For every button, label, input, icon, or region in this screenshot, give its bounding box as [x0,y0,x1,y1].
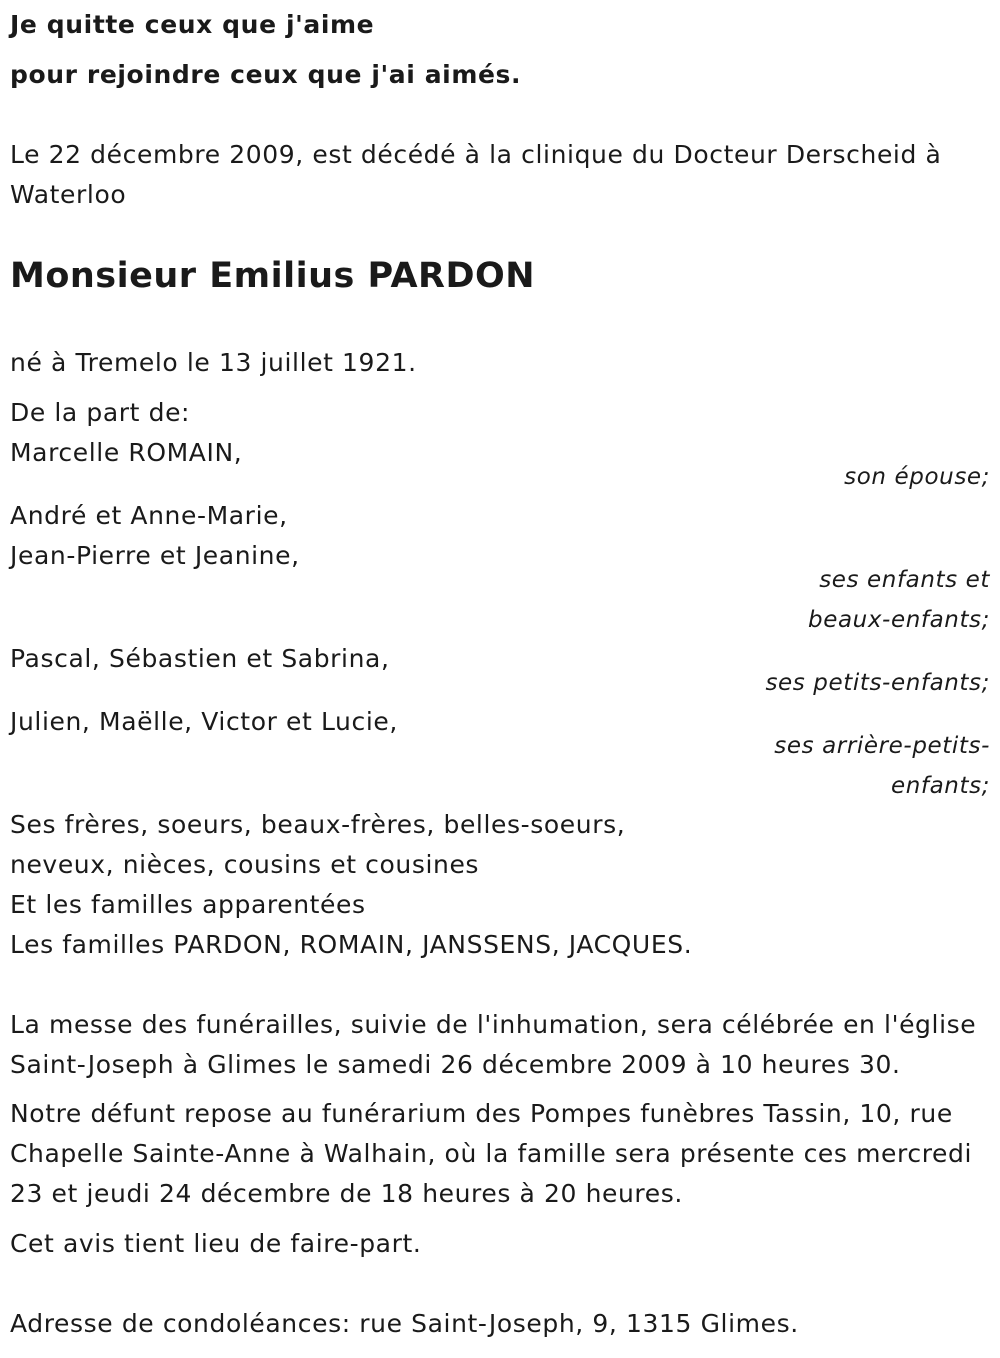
condolences-address: Adresse de condoléances: rue Saint-Joseph, 9, 1315 Glimes. [10,1309,799,1338]
mass-info-line-2: Saint-Joseph à Glimes le samedi 26 décembre 2009 à 10 heures 30. [10,1050,901,1079]
children-line-2: Jean-Pierre et Jeanine, [10,541,300,570]
repose-info-line-1: Notre défunt repose au funérarium des Pompes funèbres Tassin, 10, rue [10,1099,953,1128]
grandchildren: Pascal, Sébastien et Sabrina, [10,644,390,673]
repose-info-line-3: 23 et jeudi 24 décembre de 18 heures à 20 heures. [10,1179,683,1208]
announcement-line-2: Waterloo [10,180,127,209]
great-grandchildren-role-line-1: ses arrière-petits- [774,733,990,759]
other-family-line-2: neveux, nièces, cousins et cousines [10,850,480,879]
children-line-1: André et Anne-Marie, [10,501,288,530]
epitaph-line-2: pour rejoindre ceux que j'ai aimés. [10,60,522,89]
announcement-line-1: Le 22 décembre 2009, est décédé à la clinique du Docteur Derscheid à [10,140,942,169]
great-grandchildren: Julien, Maëlle, Victor et Lucie, [10,707,398,736]
children-role-line-1: ses enfants et [819,567,990,593]
birth-info: né à Tremelo le 13 juillet 1921. [10,348,417,377]
mass-info-line-1: La messe des funérailles, suivie de l'inhumation, sera célébrée en l'église [10,1010,977,1039]
other-family-line-3: Et les familles apparentées [10,890,366,919]
spouse-role: son épouse; [844,464,990,490]
grandchildren-role: ses petits-enfants; [765,670,990,696]
notice-text: Cet avis tient lieu de faire-part. [10,1229,422,1258]
repose-info-line-2: Chapelle Sainte-Anne à Walhain, où la famille sera présente ces mercredi [10,1139,973,1168]
other-family-line-1: Ses frères, soeurs, beaux-frères, belles-soeurs, [10,810,626,839]
great-grandchildren-role-line-2: enfants; [890,773,990,799]
other-family-line-4: Les familles PARDON, ROMAIN, JANSSENS, JACQUES. [10,930,693,959]
epitaph-line-1: Je quitte ceux que j'aime [10,10,375,39]
deceased-name: Monsieur Emilius PARDON [10,256,536,296]
spouse-name: Marcelle ROMAIN, [10,438,243,467]
children-role-line-2: beaux-enfants; [808,607,990,633]
family-intro: De la part de: [10,398,191,427]
